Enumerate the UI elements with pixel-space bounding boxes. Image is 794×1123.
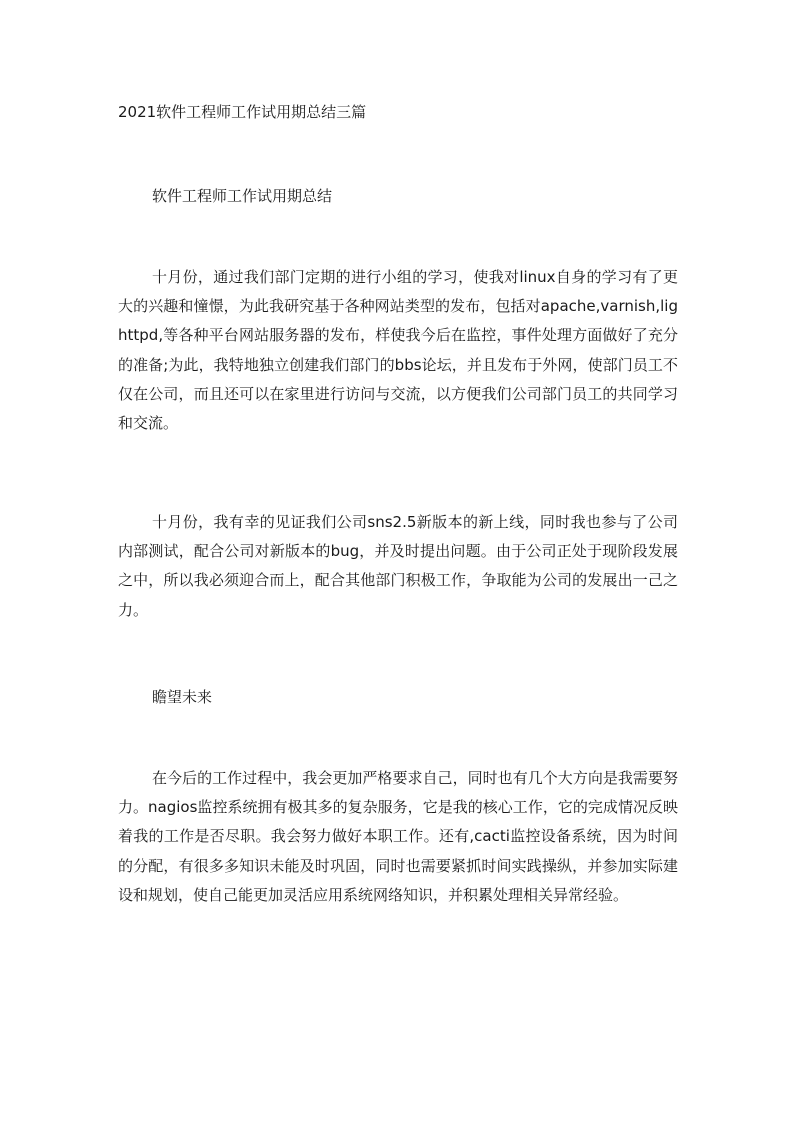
document-title: 2021软件工程师工作试用期总结三篇	[118, 103, 367, 121]
paragraph-october-release: 十月份，我有幸的见证我们公司sns2.5新版本的新上线，同时我也参与了公司内部测试，配合公司对新版本的bug，并及时提出问题。由于公司正处于现阶段发展之中，所以我必须迎合而上，配合其他部门积极工作，争取能为公司的发展出一己之力。	[118, 513, 678, 619]
paragraph-future-work: 在今后的工作过程中，我会更加严格要求自己，同时也有几个大方向是我需要努力。nagios监控系统拥有极其多的复杂服务，它是我的核心工作，它的完成情况反映着我的工作是否尽职。我会努力做好本职工作。还有,cacti监控设备系统，因为时间的分配，有很多多知识未能及时巩固，同时也需要紧抓时间实践操纵，并参加实际建设和规划，使自己能更加灵活应用系统网络知识，并积累处理相关异常经验。	[118, 769, 678, 904]
section-heading-summary: 软件工程师工作试用期总结	[152, 187, 333, 205]
paragraph-october-study: 十月份，通过我们部门定期的进行小组的学习，使我对linux自身的学习有了更大的兴趣和憧憬，为此我研究基于各种网站类型的发布，包括对apache,varnish,lighttpd,等各种平台网站服务器的发布，样使我今后在监控，事件处理方面做好了充分的准备;为此，我特地独立创建我们部门的bbs论坛，并且发布于外网，使部门员工不仅在公司，而且还可以在家里进行访问与交流，以方便我们公司部门员工的共同学习和交流。	[118, 268, 678, 433]
section-heading-outlook: 瞻望未来	[152, 688, 213, 706]
